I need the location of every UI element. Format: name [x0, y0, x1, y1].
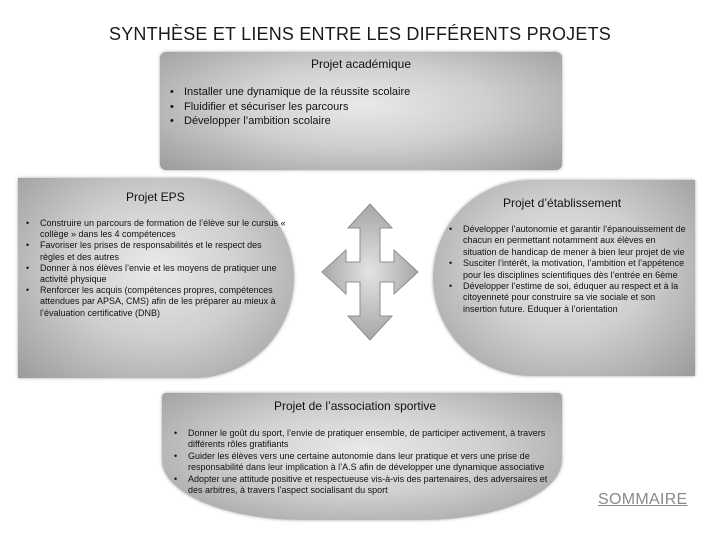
list-item: • Susciter l’intérêt, la motivation, l’ambition et l’appétence pour les disciplines scientifiques dès l’entrée en 6ème: [449, 258, 689, 281]
academic-project-title: Projet académique: [310, 57, 412, 71]
sommaire-link[interactable]: SOMMAIRE: [598, 491, 688, 508]
sports-association-title: Projet de l’association sportive: [274, 399, 437, 413]
sports-association-box: [162, 393, 562, 520]
eps-project-list: [26, 218, 288, 319]
page-title: SYNTHÈSE ET LIENS ENTRE LES DIFFÉRENTS PROJETS: [109, 24, 611, 44]
list-item: • Construire un parcours de formation de l’élève sur le cursus « collège » dans les 4 compétences: [26, 218, 288, 240]
sports-association-list: [174, 428, 552, 496]
list-item: • Installer une dynamique de la réussite scolaire: [170, 85, 410, 100]
list-item: • Adopter une attitude positive et respectueuse vis-à-vis des partenaires, des adversaires et des arbitres, à travers l’aspect socialisant du sport: [174, 474, 552, 497]
list-item: • Développer l’ambition scolaire: [170, 114, 410, 129]
list-item: • Guider les élèves vers une certaine autonomie dans leur pratique et vers une prise de responsabilité dans leur implication à l’A.S afin de développer une dynamique associative: [174, 451, 552, 474]
eps-project-title: Projet EPS: [126, 190, 185, 204]
list-item: • Favoriser les prises de responsabilités et le respect des règles et des autres: [26, 240, 288, 262]
list-item: • Développer l’autonomie et garantir l’épanouissement de chacun en permettant notamment aux élèves en situation de handicap de mener à bien leur projet de vie: [449, 224, 689, 258]
four-way-arrow-icon: [320, 202, 420, 342]
list-item: • Donner à nos élèves l’envie et les moyens de pratiquer une activité physique: [26, 263, 288, 285]
school-project-title: Projet d’établissement: [503, 196, 622, 210]
list-item: • Fluidifier et sécuriser les parcours: [170, 100, 410, 115]
school-project-box: [433, 180, 695, 376]
eps-project-box: [18, 178, 294, 378]
list-item: • Développer l’estime de soi, éduquer au respect et à la citoyenneté pour construire sa vie sociale et son insertion future. Eduquer à l’orientation: [449, 281, 689, 315]
list-item: • Donner le goût du sport, l’envie de pratiquer ensemble, de participer activement, à travers différents rôles gratifiants: [174, 428, 552, 451]
academic-project-box: [160, 52, 562, 170]
school-project-list: [449, 224, 689, 315]
list-item: • Renforcer les acquis (compétences propres, compétences attendues par APSA, CMS) afin de les préparer au mieux à l’évaluation certificative (DNB): [26, 285, 288, 319]
academic-project-list: [170, 85, 410, 129]
